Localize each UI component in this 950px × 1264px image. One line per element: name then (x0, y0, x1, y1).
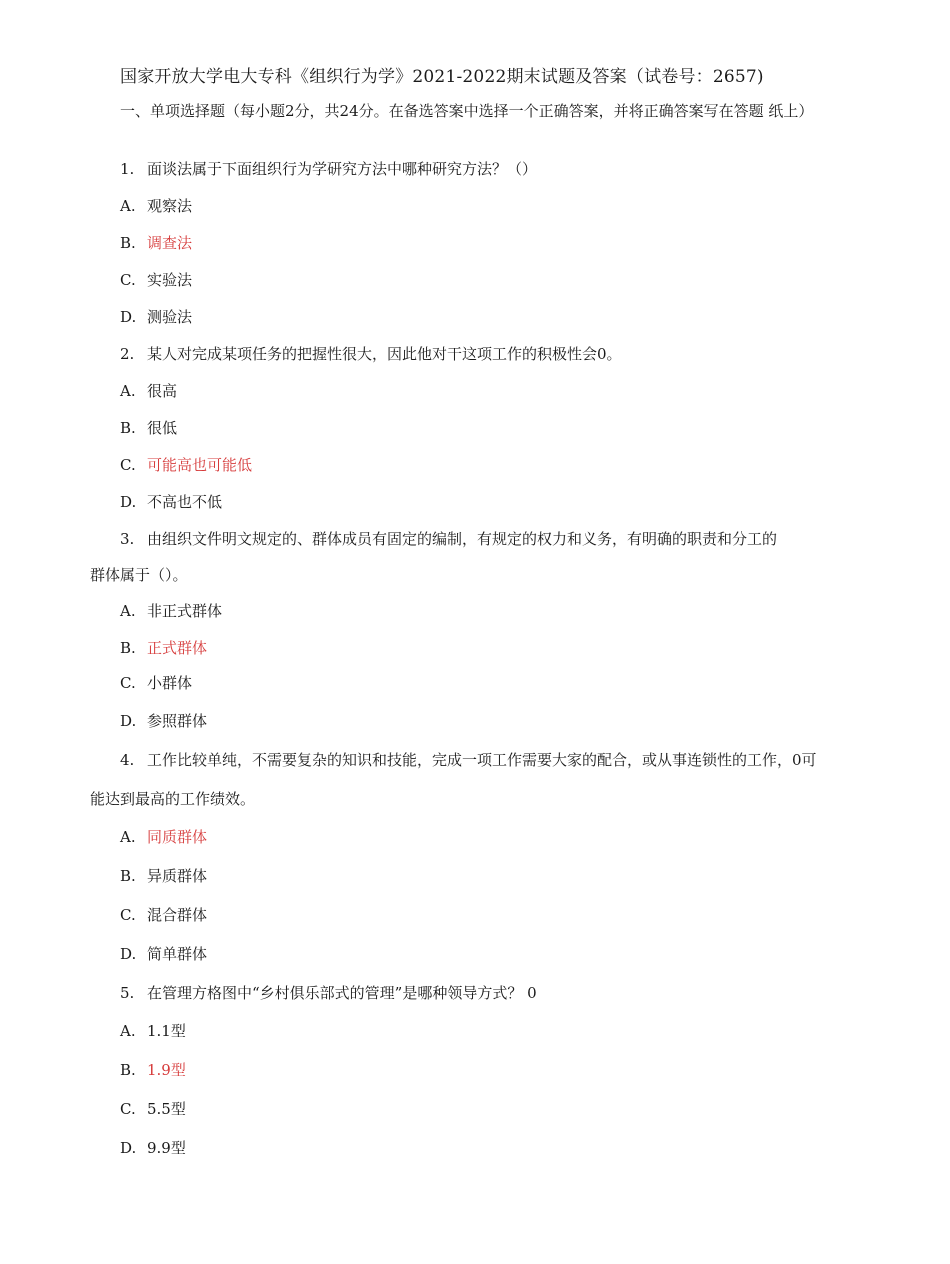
option-text: 异质群体 (147, 867, 208, 885)
question-text: 由组织文件明文规定的、群体成员有固定的编制，有规定的权力和义务，有明确的职责和分工的 (147, 530, 778, 548)
option-letter: A. (120, 828, 136, 846)
option-text: 实验法 (147, 271, 193, 289)
option-5c (120, 1098, 186, 1119)
question-2 (120, 343, 622, 364)
option-text: 5.5型 (147, 1100, 186, 1118)
option-text: 1.9型 (147, 1061, 186, 1079)
option-3d (120, 710, 207, 731)
question-number: 4. (120, 751, 135, 769)
option-text: 1.1型 (147, 1022, 186, 1040)
option-letter: D. (120, 945, 137, 963)
option-4c (120, 904, 207, 925)
option-letter: A. (120, 382, 136, 400)
option-1a (120, 195, 192, 216)
option-text: 正式群体 (147, 639, 208, 657)
option-2b (120, 417, 177, 438)
option-letter: B. (120, 1061, 136, 1079)
option-text: 观察法 (147, 197, 193, 215)
option-letter: B. (120, 639, 136, 657)
option-text: 参照群体 (147, 712, 208, 730)
option-letter: B. (120, 419, 136, 437)
option-letter: D. (120, 308, 137, 326)
option-text: 混合群体 (147, 906, 208, 924)
option-text: 同质群体 (147, 828, 208, 846)
option-letter: D. (120, 493, 137, 511)
option-text: 很高 (147, 382, 178, 400)
option-text: 简单群体 (147, 945, 208, 963)
option-5d (120, 1137, 186, 1158)
option-3b-correct (120, 637, 207, 658)
question-3-continuation: 群体属于（）。 (90, 566, 188, 584)
option-letter: C. (120, 456, 136, 474)
option-text: 非正式群体 (147, 602, 223, 620)
option-4d (120, 943, 207, 964)
option-letter: A. (120, 1022, 136, 1040)
option-letter: A. (120, 197, 136, 215)
question-number: 5. (120, 984, 135, 1002)
option-text: 可能高也可能低 (147, 456, 253, 474)
option-letter: B. (120, 867, 136, 885)
question-4 (120, 749, 817, 770)
option-2c-correct (120, 454, 252, 475)
option-letter: A. (120, 602, 136, 620)
question-number: 1. (120, 160, 135, 178)
option-text: 9.9型 (147, 1139, 186, 1157)
option-1c (120, 269, 192, 290)
option-letter: D. (120, 1139, 137, 1157)
option-letter: C. (120, 906, 136, 924)
option-letter: C. (120, 1100, 136, 1118)
question-text: 某人对完成某项任务的把握性很大，因此他对干这项工作的积极性会0。 (147, 345, 622, 363)
option-text: 调查法 (147, 234, 193, 252)
option-letter: D. (120, 712, 137, 730)
option-letter: C. (120, 271, 136, 289)
option-text: 测验法 (147, 308, 193, 326)
question-number: 3. (120, 530, 135, 548)
question-1 (120, 158, 537, 179)
option-text: 不高也不低 (147, 493, 223, 511)
question-text: 工作比较单纯，不需要复杂的知识和技能，完成一项工作需要大家的配合，或从事连锁性的工作，0可 (147, 751, 817, 769)
option-1d (120, 306, 192, 327)
option-5b-correct (120, 1059, 186, 1080)
option-text: 小群体 (147, 674, 193, 692)
option-1b-correct (120, 232, 192, 253)
option-2a (120, 380, 177, 401)
option-2d (120, 491, 222, 512)
document-title: 国家开放大学电大专科《组织行为学》2021-2022期末试题及答案（试卷号：2657) (120, 67, 764, 87)
option-3c (120, 672, 192, 693)
question-3 (120, 528, 777, 549)
question-text: 在管理方格图中“乡村俱乐部式的管理”是哪种领导方式？ 0 (147, 984, 537, 1002)
option-text: 很低 (147, 419, 178, 437)
question-5 (120, 982, 537, 1003)
option-4b (120, 865, 207, 886)
section-heading: 一、单项选择题（每小题2分，共24分。在备选答案中选择一个正确答案，并将正确答案写在答题 纸上） (120, 102, 814, 120)
option-4a-correct (120, 826, 207, 847)
option-letter: B. (120, 234, 136, 252)
option-letter: C. (120, 674, 136, 692)
question-number: 2. (120, 345, 135, 363)
question-4-continuation: 能达到最高的工作绩效。 (90, 790, 256, 808)
option-3a (120, 600, 222, 621)
question-text: 面谈法属于下面组织行为学研究方法中哪种研究方法？（） (147, 160, 538, 178)
option-5a (120, 1020, 186, 1041)
